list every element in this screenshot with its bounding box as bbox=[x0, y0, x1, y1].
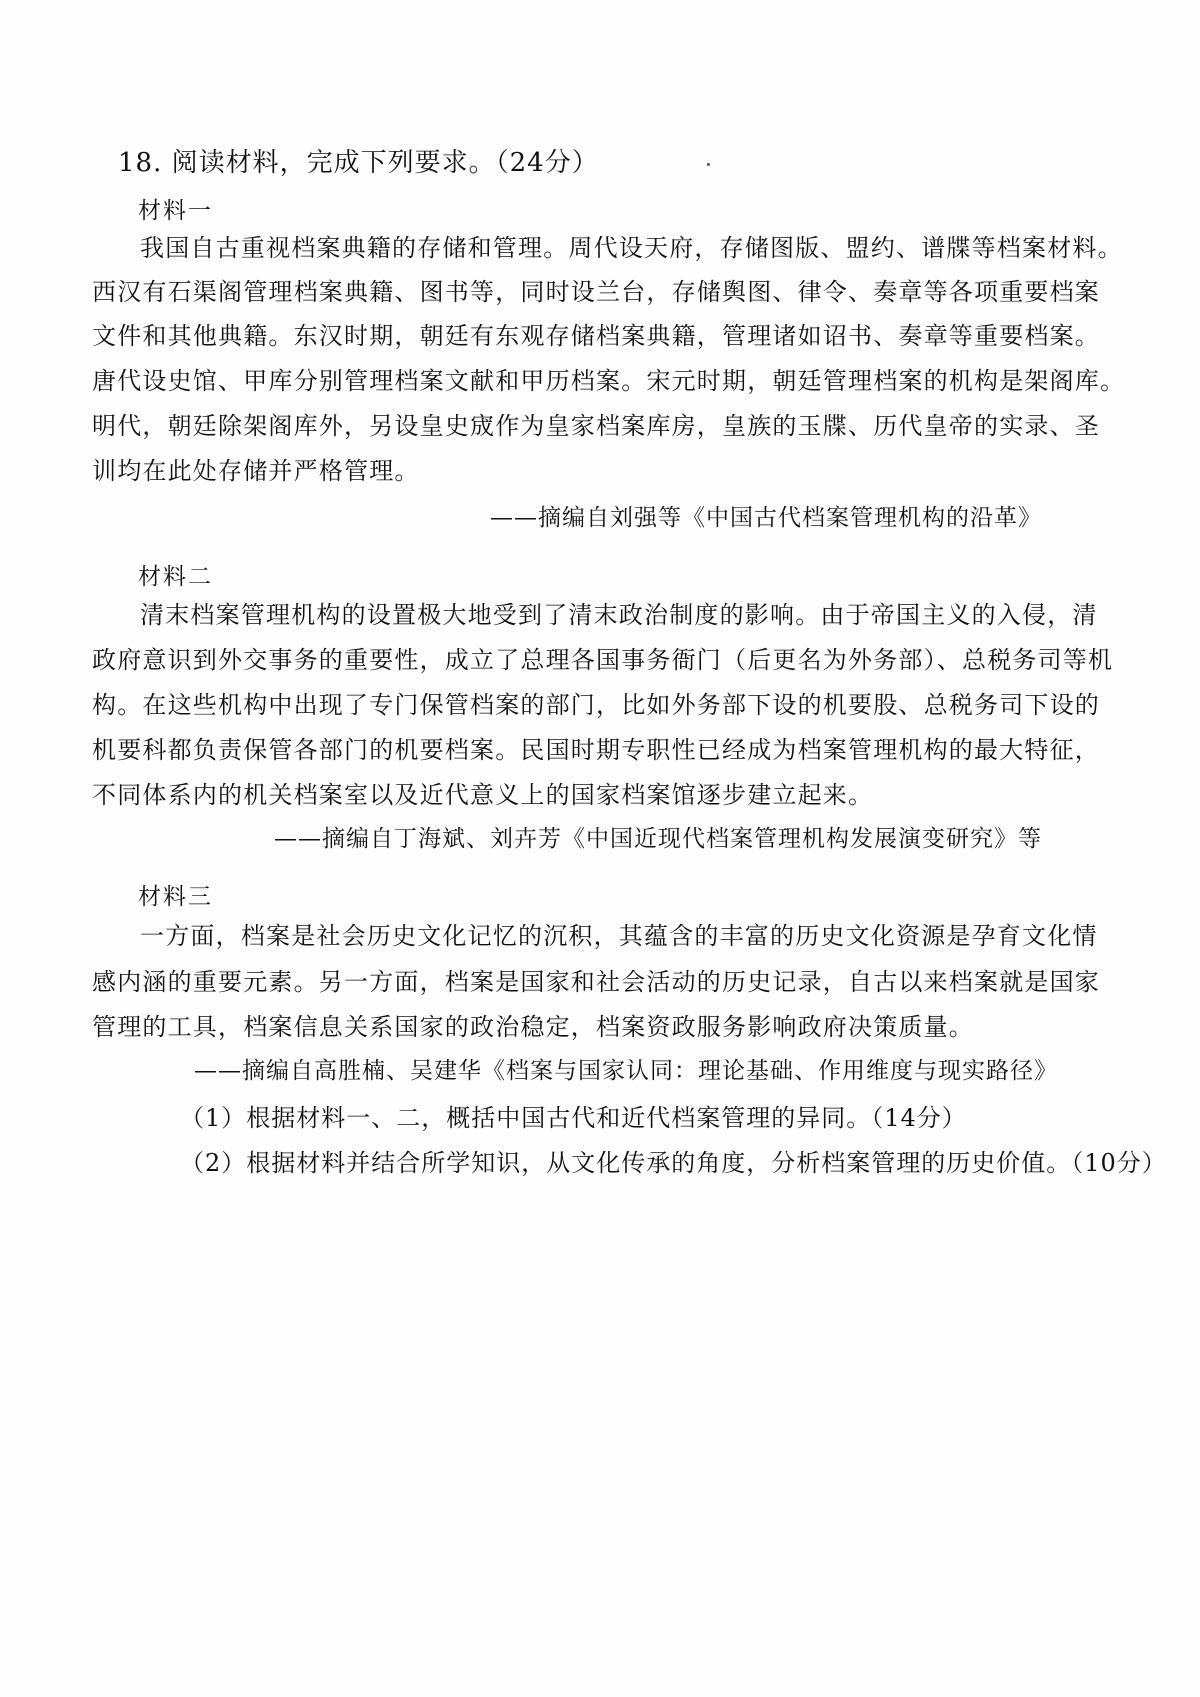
question-title: 18. 阅读材料，完成下列要求。（24分） bbox=[118, 148, 599, 178]
material-2-source: ——摘编自丁海斌、刘卉芳《中国近现代档案管理机构发展演变研究》等 bbox=[274, 826, 1042, 852]
material-1-line: 文件和其他典籍。东汉时期，朝廷有东观存储档案典籍，管理诸如诏书、奏章等重要档案。 bbox=[92, 322, 1100, 350]
material-1-line: 明代，朝廷除架阁库外，另设皇史宬作为皇家档案库房，皇族的玉牒、历代皇帝的实录、圣 bbox=[92, 412, 1100, 440]
material-3-line: 感内涵的重要元素。另一方面，档案是国家和社会活动的历史记录，自古以来档案就是国家 bbox=[92, 968, 1100, 996]
material-1-label: 材料一 bbox=[138, 198, 213, 224]
material-1-source: ——摘编自刘强等《中国古代档案管理机构的沿革》 bbox=[490, 505, 1042, 531]
sub-question-1: （1）根据材料一、二，概括中国古代和近代档案管理的异同。（14分） bbox=[180, 1104, 967, 1132]
material-2-line: 政府意识到外交事务的重要性，成立了总理各国事务衙门（后更名为外务部）、总税务司等机 bbox=[92, 646, 1114, 674]
material-1-line: 唐代设史馆、甲库分别管理档案文献和甲历档案。宋元时期，朝廷管理档案的机构是架阁库。 bbox=[92, 367, 1126, 395]
material-2-line: 清末档案管理机构的设置极大地受到了清末政治制度的影响。由于帝国主义的入侵，清 bbox=[140, 601, 1098, 629]
material-2-line: 不同体系内的机关档案室以及近代意义上的国家档案馆逐步建立起来。 bbox=[92, 781, 874, 809]
material-1-line: 训均在此处存储并严格管理。 bbox=[92, 457, 420, 485]
material-2-label: 材料二 bbox=[138, 564, 213, 590]
sub-question-2: （2）根据材料并结合所学知识，从文化传承的角度，分析档案管理的历史价值。（10分） bbox=[180, 1149, 1167, 1177]
material-1-line: 我国自古重视档案典籍的存储和管理。周代设天府，存储图版、盟约、谱牒等档案材料。 bbox=[140, 234, 1123, 262]
material-3-label: 材料三 bbox=[138, 884, 213, 910]
scan-speck bbox=[707, 163, 710, 166]
material-3-source: ——摘编自高胜楠、吴建华《档案与国家认同：理论基础、作用维度与现实路径》 bbox=[194, 1058, 1058, 1084]
material-2-line: 构。在这些机构中出现了专门保管档案的部门，比如外务部下设的机要股、总税务司下设的 bbox=[92, 691, 1100, 719]
material-3-line: 管理的工具，档案信息关系国家的政治稳定，档案资政服务影响政府决策质量。 bbox=[92, 1013, 974, 1041]
material-2-line: 机要科都负责保管各部门的机要档案。民国时期专职性已经成为档案管理机构的最大特征， bbox=[92, 736, 1100, 764]
material-3-line: 一方面，档案是社会历史文化记忆的沉积，其蕴含的丰富的历史文化资源是孕育文化情 bbox=[140, 922, 1098, 950]
material-1-line: 西汉有石渠阁管理档案典籍、图书等，同时设兰台，存储舆图、律令、奏章等各项重要档案 bbox=[92, 278, 1100, 306]
